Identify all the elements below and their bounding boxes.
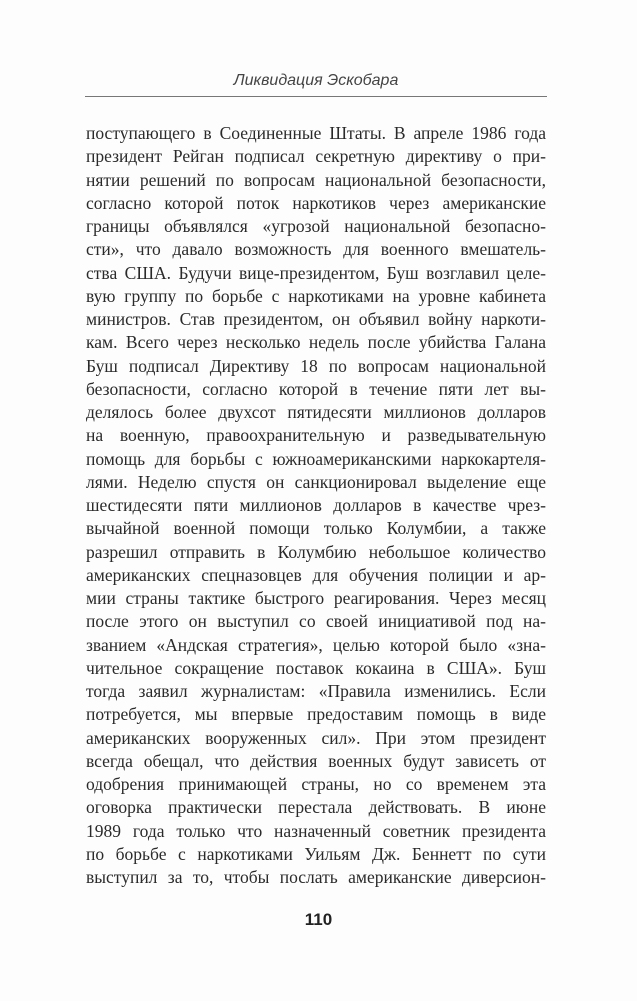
text-line: на военную, правоохранительную и разведывательную: [86, 425, 546, 446]
running-header: Ликвидация Эскобара: [233, 72, 399, 89]
text-line: сти», что давало возможность для военного вмешатель-: [86, 239, 546, 260]
text-line: чительное сокращение поставок кокаина в США». Буш: [86, 657, 546, 678]
text-line: вычайной военной помощи только Колумбии, а также: [86, 518, 546, 539]
text-line: лями. Неделю спустя он санкционировал выделение еще: [86, 471, 546, 492]
text-line: Буш подписал Директиву 18 по вопросам национальной: [86, 355, 546, 376]
text-line: разрешил отправить в Колумбию небольшое количество: [86, 541, 546, 562]
text-line: кам. Всего через несколько недель после убийства Галана: [86, 332, 546, 353]
text-line: вую группу по борьбе с наркотиками на уровне кабинета: [86, 285, 546, 306]
body-text: [86, 122, 546, 889]
text-line: мии страны тактике быстрого реагирования. Через месяц: [86, 588, 546, 608]
text-line: американских вооруженных сил». При этом президент: [86, 727, 546, 748]
text-line: потребуется, мы впервые предоставим помощь в виде: [86, 704, 546, 725]
text-line: безопасности, согласно которой в течение пяти лет вы-: [86, 378, 546, 399]
text-line: помощь для борьбы с южноамериканскими наркокартеля-: [86, 448, 546, 469]
text-line: президент Рейган подписал секретную директиву о при-: [86, 146, 546, 167]
text-line: границы объявлялся «угрозой национальной безопасно-: [86, 216, 546, 236]
header-rule: [85, 96, 547, 97]
text-line: выступил за то, чтобы послать американские диверсион-: [86, 867, 546, 887]
text-line: одобрения принимающей страны, но со временем эта: [86, 774, 546, 794]
text-line: ства США. Будучи вице-президентом, Буш возглавил целе-: [86, 262, 546, 283]
page-number: 110: [304, 910, 333, 929]
text-line: 1989 года только что назначенный советник президента: [86, 820, 546, 841]
text-line: нятии решений по вопросам национальной безопасности,: [86, 169, 546, 190]
text-line: шестидесяти пяти миллионов долларов в качестве чрез-: [86, 495, 546, 515]
text-line: министров. Став президентом, он объявил войну наркоти-: [86, 309, 546, 329]
text-line: согласно которой поток наркотиков через американские: [86, 192, 546, 213]
text-line: американских спецназовцев для обучения полиции и ар-: [86, 564, 546, 585]
text-line: тогда заявил журналистам: «Правила изменились. Если: [86, 681, 546, 701]
text-line: поступающего в Соединенные Штаты. В апреле 1986 года: [86, 123, 546, 143]
text-line: делялось более двухсот пятидесяти миллионов долларов: [86, 402, 546, 422]
text-line: оговорка практически перестала действовать. В июне: [86, 797, 546, 818]
text-line: после этого он выступил со своей инициативой под на-: [86, 611, 546, 632]
text-line: по борьбе с наркотиками Уильям Дж. Беннетт по сути: [86, 843, 546, 864]
text-line: званием «Андская стратегия», целью которой было «зна-: [86, 634, 546, 655]
text-line: всегда обещал, что действия военных будут зависеть от: [86, 750, 546, 771]
